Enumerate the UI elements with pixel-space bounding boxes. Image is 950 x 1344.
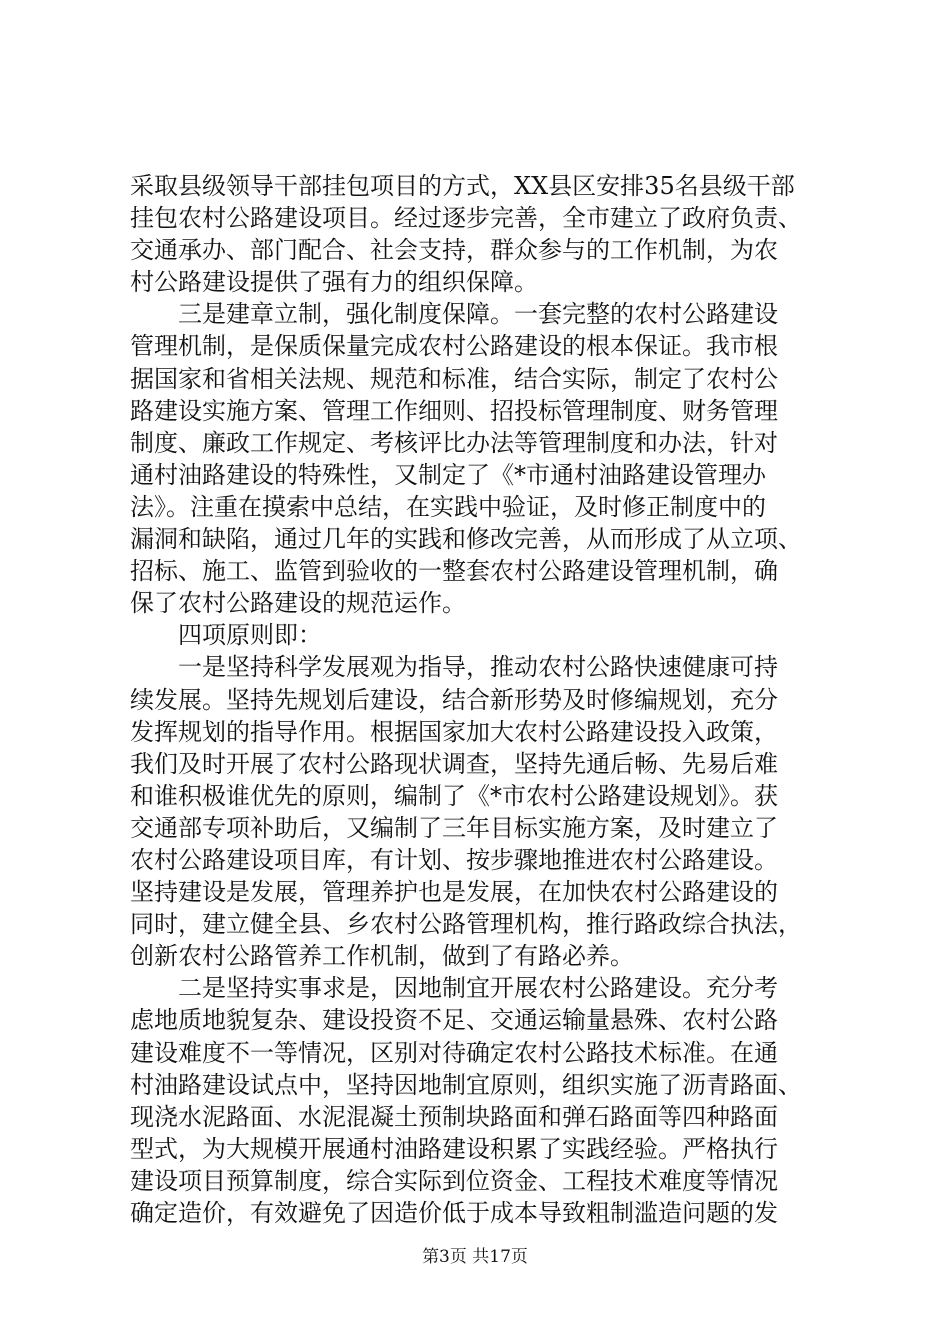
text-line: 我们及时开展了农村公路现状调查，坚持先通后畅、先易后难: [130, 749, 778, 778]
text-line: 同时，建立健全县、乡农村公路管理机构，推行路政综合执法，: [130, 910, 802, 939]
text-line: 保了农村公路建设的规范运作。: [130, 589, 466, 618]
text-line: 路建设实施方案、管理工作细则、招投标管理制度、财务管理: [130, 396, 778, 425]
text-line: 法》。注重在摸索中总结，在实践中验证，及时修正制度中的: [130, 492, 766, 521]
text-line: 三是建章立制，强化制度保障。一套完整的农村公路建设: [130, 300, 778, 329]
text-line: 二是坚持实事求是，因地制宜开展农村公路建设。充分考: [130, 974, 778, 1003]
text-line: 确定造价，有效避免了因造价低于成本导致粗制滥造问题的发: [130, 1199, 778, 1227]
text-line: 建设项目预算制度，综合实际到位资金、工程技术难度等情况: [130, 1166, 778, 1195]
text-line: 招标、施工、监管到验收的一整套农村公路建设管理机制，确: [130, 557, 778, 586]
text-line: 坚持建设是发展，管理养护也是发展，在加快农村公路建设的: [130, 878, 778, 907]
text-line: 挂包农村公路建设项目。经过逐步完善，全市建立了政府负责、: [130, 204, 802, 233]
page-number-footer: 第3页 共17页: [422, 1247, 528, 1267]
text-line: 四项原则即：: [130, 621, 322, 650]
text-line: 和谁积极谁优先的原则，编制了《*市农村公路建设规划》。获: [130, 781, 778, 810]
text-line: 建设难度不一等情况，区别对待确定农村公路技术标准。在通: [130, 1038, 778, 1067]
text-line: 制度、廉政工作规定、考核评比办法等管理制度和办法，针对: [130, 428, 778, 457]
text-line: 漏洞和缺陷，通过几年的实践和修改完善，从而形成了从立项、: [130, 525, 802, 554]
text-line: 续发展。坚持先规划后建设，结合新形势及时修编规划，充分: [130, 685, 778, 714]
text-line: 一是坚持科学发展观为指导，推动农村公路快速健康可持: [130, 653, 778, 682]
text-line: 农村公路建设项目库，有计划、按步骤地推进农村公路建设。: [130, 845, 778, 874]
text-line: 创新农村公路管养工作机制，做到了有路必养。: [130, 942, 634, 971]
text-line: 村油路建设试点中，坚持因地制宜原则，组织实施了沥青路面、: [130, 1070, 802, 1099]
text-line: 通村油路建设的特殊性，又制定了《*市通村油路建设管理办: [130, 460, 766, 489]
text-line: 据国家和省相关法规、规范和标准，结合实际，制定了农村公: [130, 364, 778, 393]
text-line: 虑地质地貌复杂、建设投资不足、交通运输量悬殊、农村公路: [130, 1006, 778, 1035]
text-line: 发挥规划的指导作用。根据国家加大农村公路建设投入政策，: [130, 717, 778, 746]
body-text: [130, 170, 830, 1229]
text-line: 交通承办、部门配合、社会支持，群众参与的工作机制，为农: [130, 236, 778, 265]
text-line: 现浇水泥路面、水泥混凝土预制块路面和弹石路面等四种路面: [130, 1102, 778, 1131]
text-line: 村公路建设提供了强有力的组织保障。: [130, 268, 538, 297]
text-line: 型式，为大规模开展通村油路建设积累了实践经验。严格执行: [130, 1134, 778, 1163]
text-line: 采取县级领导干部挂包项目的方式，XX县区安排35名县级干部: [130, 172, 795, 200]
text-line: 交通部专项补助后，又编制了三年目标实施方案，及时建立了: [130, 813, 778, 842]
text-line: 管理机制，是保质保量完成农村公路建设的根本保证。我市根: [130, 332, 778, 361]
